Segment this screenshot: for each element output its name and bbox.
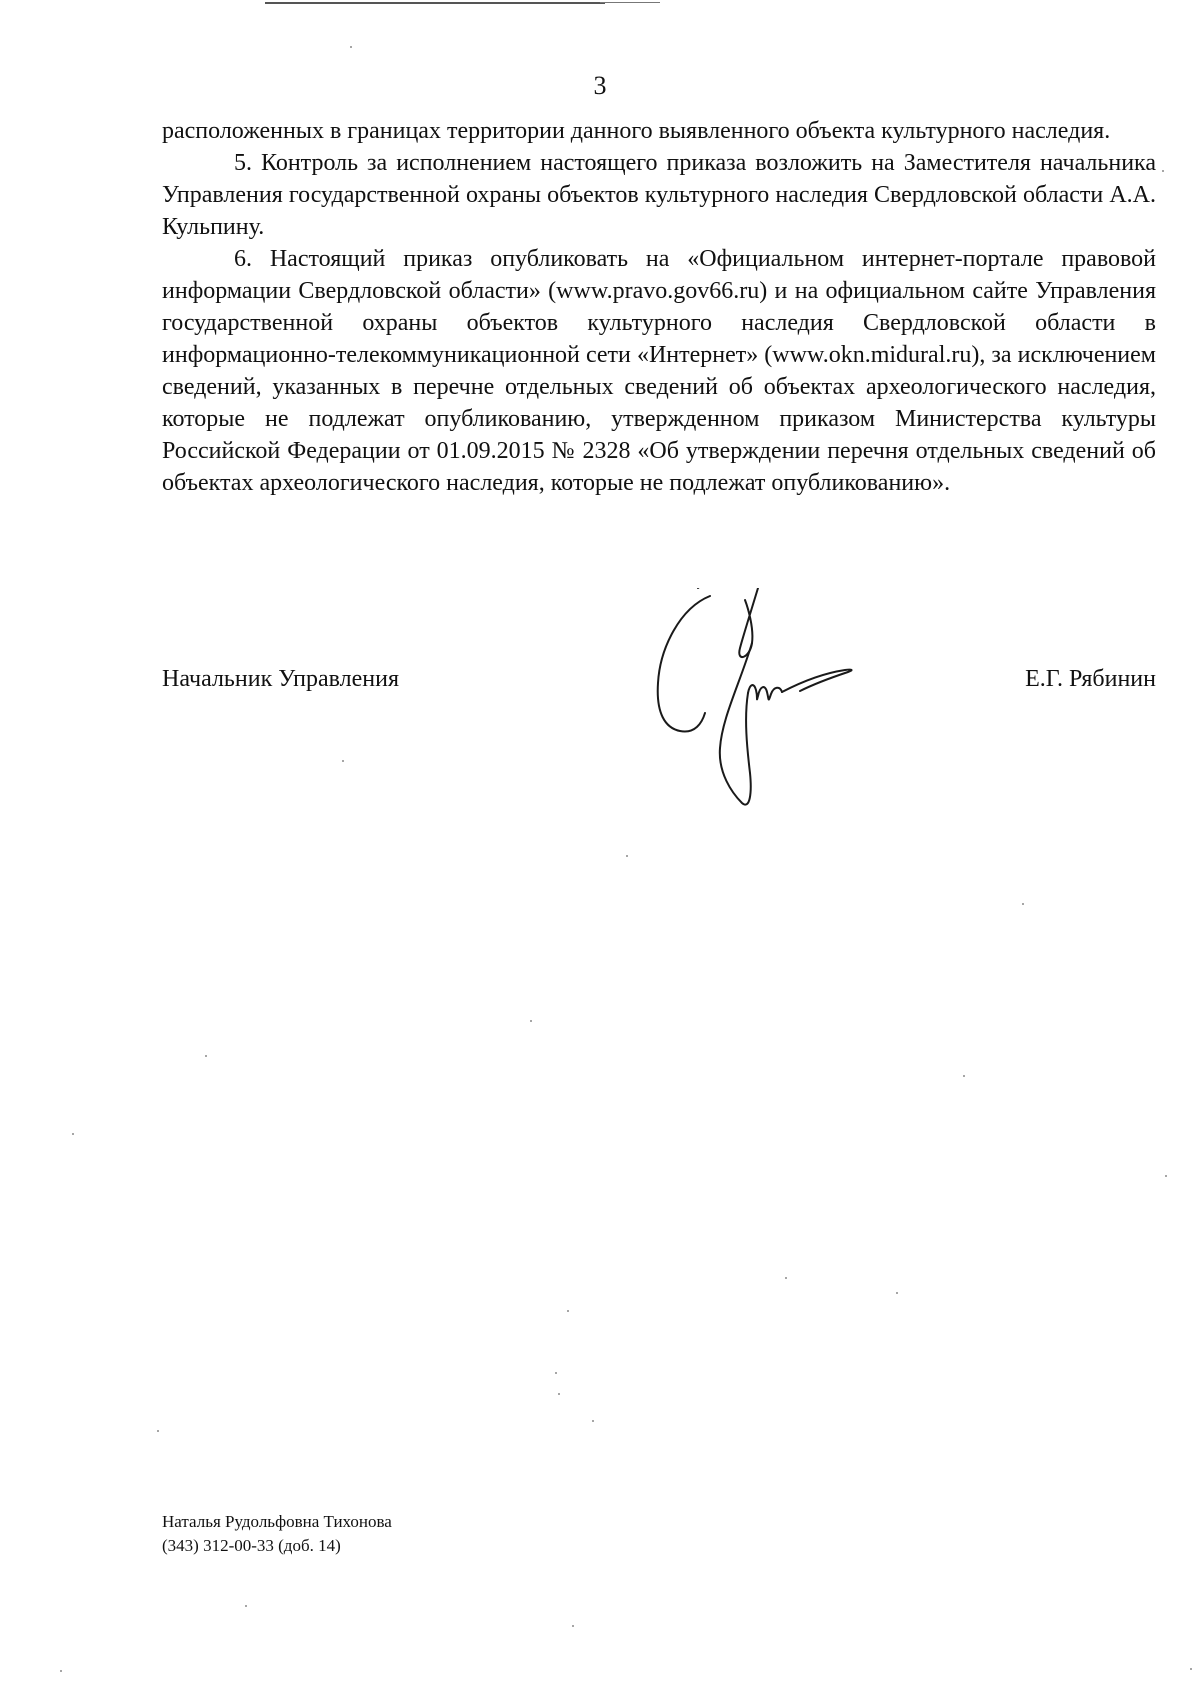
paragraph-item-6: 6. Настоящий приказ опубликовать на «Официальном интернет-портале правовой информации Свердловской области» (www.pravo.gov66.ru) и на официальном сайте Управления государственной охраны объектов культурного наследия Свердловской области в информационно-телекоммуникационной сети «Интернет» (www.okn.midural.ru), за исключением сведений, указанных в перечне отдельных сведений об объектах археологического наследия, которые не подлежат опубликованию, утвержденном приказом Министерства культуры Российской Федерации от 01.09.2015 № 2328 «Об утверждении перечня отдельных сведений об объектах археологического наследия, которые не подлежат опубликованию». xyxy=(162,246,1156,496)
scan-top-edge xyxy=(265,2,605,4)
scan-speck xyxy=(72,1133,74,1135)
scan-speck xyxy=(350,46,352,48)
paragraph-item-5: 5. Контроль за исполнением настоящего приказа возложить на Заместителя начальника Управления государственной охраны объектов культурного наследия Свердловской области А.А. Кульпину. xyxy=(162,150,1156,240)
scan-speck xyxy=(1162,170,1164,172)
page-number: 3 xyxy=(593,71,607,100)
scan-speck xyxy=(530,1020,532,1022)
signer-name: Е.Г. Рябинин xyxy=(1025,666,1156,692)
scan-speck xyxy=(1190,1668,1192,1670)
scan-speck xyxy=(205,1055,207,1057)
scan-speck xyxy=(558,1393,560,1395)
scan-speck xyxy=(896,1292,898,1294)
scan-speck xyxy=(572,1625,574,1627)
executor-name: Наталья Рудольфовна Тихонова xyxy=(162,1512,392,1531)
scan-speck xyxy=(245,1605,247,1607)
document-body xyxy=(162,115,1156,499)
scan-speck xyxy=(157,1430,159,1432)
handwritten-signature xyxy=(640,588,890,838)
scan-speck xyxy=(626,855,628,857)
scan-speck xyxy=(963,1075,965,1077)
scan-speck xyxy=(60,1670,62,1672)
executor-info xyxy=(162,1510,392,1558)
signer-position: Начальник Управления xyxy=(162,666,399,692)
scan-speck xyxy=(592,1420,594,1422)
scan-speck xyxy=(555,1372,557,1374)
scan-top-edge-tail xyxy=(600,2,660,3)
executor-phone: (343) 312-00-33 (доб. 14) xyxy=(162,1536,341,1555)
scan-speck xyxy=(567,1310,569,1312)
scan-speck xyxy=(1165,1175,1167,1177)
scan-speck xyxy=(1022,903,1024,905)
scan-speck xyxy=(342,760,344,762)
signature-row xyxy=(162,663,1156,695)
paragraph-continuation: расположенных в границах территории данного выявленного объекта культурного наследия. xyxy=(162,118,1111,144)
scan-speck xyxy=(785,1277,787,1279)
